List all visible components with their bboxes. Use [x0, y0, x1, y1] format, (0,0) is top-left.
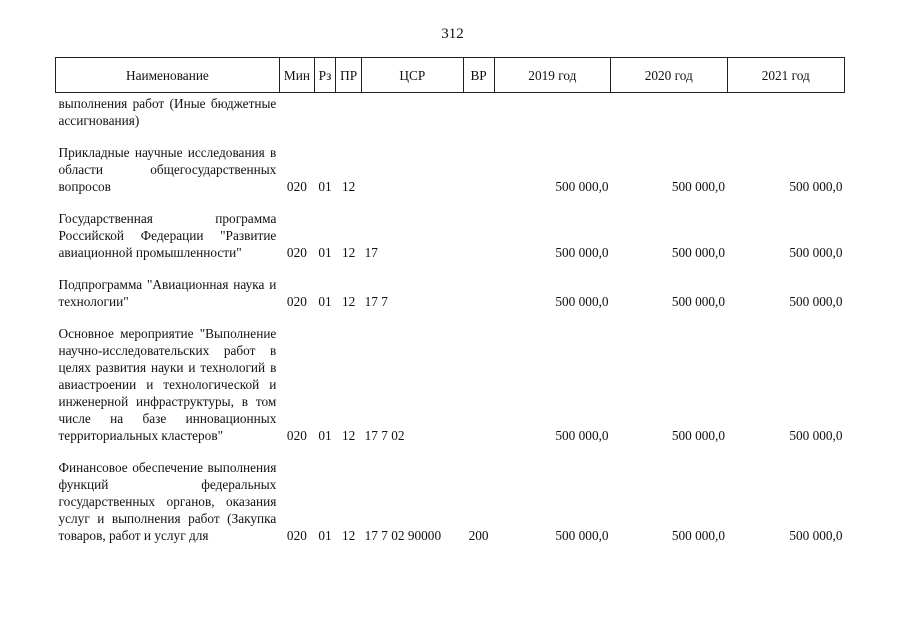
table-row [56, 144, 845, 195]
row-name: выполнения работ (Иные бюджетные ассигнования) [58, 96, 277, 128]
row-rz: 01 [318, 294, 332, 309]
row-csr: 17 [364, 245, 378, 260]
row-2021: 500 000,0 [789, 294, 843, 309]
row-min: 020 [286, 179, 307, 194]
row-pr: 12 [341, 245, 356, 260]
row-rz: 01 [318, 528, 332, 543]
row-vr [463, 210, 494, 261]
row-vr [463, 144, 494, 195]
row-name: Подпрограмма "Авиационная наука и технологии" [58, 277, 277, 309]
row-name: Государственная программа Российской Федерации "Развитие авиационной промышленности" [58, 211, 277, 260]
header-2019: 2019 год [494, 58, 610, 93]
row-rz: 01 [318, 179, 332, 194]
row-2020: 500 000,0 [671, 294, 725, 309]
row-vr [463, 325, 494, 444]
row-2020: 500 000,0 [671, 179, 725, 194]
row-2020: 500 000,0 [671, 528, 725, 543]
header-csr: ЦСР [362, 58, 463, 93]
row-vr: 200 [468, 528, 489, 543]
row-name: Финансовое обеспечение выполнения функций федеральных государственных органов, оказания услуг и выполнения работ (Закупка товаров, работ и услуг для [58, 460, 277, 543]
row-name: Прикладные научные исследования в области общегосударственных вопросов [58, 145, 277, 194]
row-2019: 500 000,0 [555, 294, 609, 309]
row-min: 020 [286, 294, 307, 309]
row-min: 020 [286, 528, 307, 543]
row-2019: 500 000,0 [555, 245, 609, 260]
header-name: Наименование [56, 58, 280, 93]
row-2020: 500 000,0 [671, 245, 725, 260]
row-csr: 17 7 [364, 294, 388, 309]
row-2021: 500 000,0 [789, 179, 843, 194]
row-2019: 500 000,0 [555, 179, 609, 194]
row-min: 020 [286, 245, 307, 260]
header-rz: Рз [314, 58, 335, 93]
header-2020: 2020 год [611, 58, 727, 93]
row-pr: 12 [341, 294, 356, 309]
header-pr: ПР [336, 58, 362, 93]
row-2019: 500 000,0 [555, 428, 609, 443]
budget-table [55, 57, 845, 544]
row-pr: 12 [341, 528, 356, 543]
row-2019: 500 000,0 [555, 528, 609, 543]
row-2021: 500 000,0 [789, 428, 843, 443]
row-2021: 500 000,0 [789, 528, 843, 543]
row-pr: 12 [341, 179, 356, 194]
row-csr: 17 7 02 90000 [364, 528, 442, 543]
table-row-continuation [56, 93, 845, 130]
row-csr [362, 144, 463, 195]
table-row [56, 276, 845, 310]
table-header-row [56, 58, 845, 93]
row-pr: 12 [341, 428, 356, 443]
row-2020: 500 000,0 [671, 428, 725, 443]
page-number: 312 [441, 26, 464, 42]
header-vr: ВР [463, 58, 494, 93]
row-name: Основное мероприятие "Выполнение научно-исследовательских работ в целях развития науки и технологий в авиастроении и технологической и инженерной инфраструктуры, в том числе на базе инновационных территориальных кластеров" [58, 326, 277, 443]
header-2021: 2021 год [727, 58, 845, 93]
header-min: Мин [279, 58, 314, 93]
row-csr: 17 7 02 [364, 428, 405, 443]
row-rz: 01 [318, 245, 332, 260]
table-row [56, 325, 845, 444]
table-row [56, 459, 845, 544]
row-2021: 500 000,0 [789, 245, 843, 260]
row-min: 020 [286, 428, 307, 443]
row-vr [463, 276, 494, 310]
row-rz: 01 [318, 428, 332, 443]
table-row [56, 210, 845, 261]
